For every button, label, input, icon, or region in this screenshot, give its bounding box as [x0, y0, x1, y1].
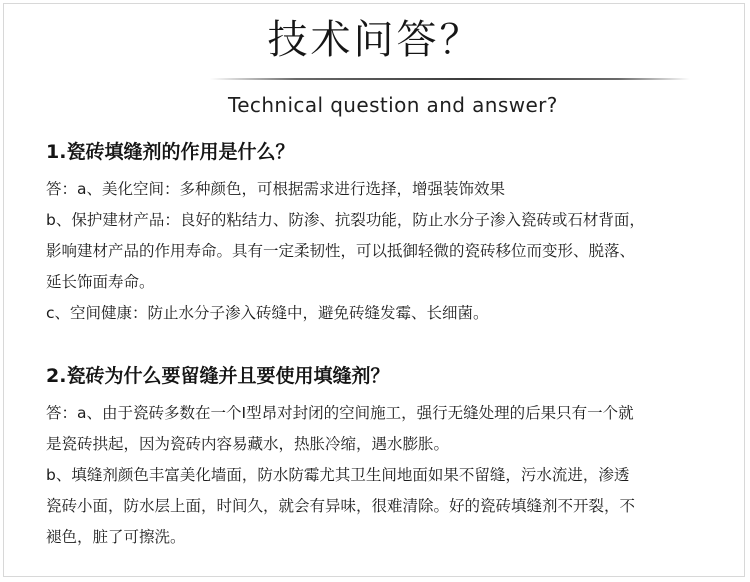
answer-1 — [46, 174, 645, 329]
answer-1-line: 答：a、美化空间：多种颜色，可根据需求进行选择，增强装饰效果 — [46, 180, 506, 198]
answer-2 — [46, 398, 635, 553]
answer-1-line: 影响建材产品的作用寿命。具有一定柔韧性，可以抵御轻微的瓷砖移位而变形、脱落、 — [46, 242, 636, 260]
page-header — [0, 0, 750, 130]
page-title: 技术问答？ — [267, 17, 483, 63]
answer-1-line: 延长饰面寿命。 — [46, 273, 155, 291]
page-subtitle: Technical question and answer? — [228, 93, 558, 117]
answer-2-line: 答：a、由于瓷砖多数在一个I型昂对封闭的空间施工，强行无缝处理的后果只有一个就 — [46, 404, 634, 422]
title-divider — [210, 78, 690, 80]
answer-2-line: 是瓷砖拱起，因为瓷砖内容易藏水，热胀冷缩，遇水膨胀。 — [46, 435, 450, 453]
question-2-heading: 2.瓷砖为什么要留缝并且要使用填缝剂？ — [46, 365, 390, 387]
answer-2-line: b、填缝剂颜色丰富美化墙面，防水防霉尤其卫生间地面如果不留缝，污水流进，渗透 — [46, 466, 630, 484]
answer-2-line: 瓷砖小面，防水层上面，时间久，就会有异味，很难清除。好的瓷砖填缝剂不开裂，不 — [46, 497, 636, 515]
question-1-heading: 1.瓷砖填缝剂的作用是什么？ — [46, 141, 295, 163]
answer-1-line: c、空间健康：防止水分子渗入砖缝中，避免砖缝发霉、长细菌。 — [46, 304, 489, 322]
answer-2-line: 褪色，脏了可擦洗。 — [46, 528, 186, 546]
answer-1-line: b、保护建材产品：良好的粘结力、防渗、抗裂功能，防止水分子渗入瓷砖或石材背面， — [46, 211, 645, 229]
